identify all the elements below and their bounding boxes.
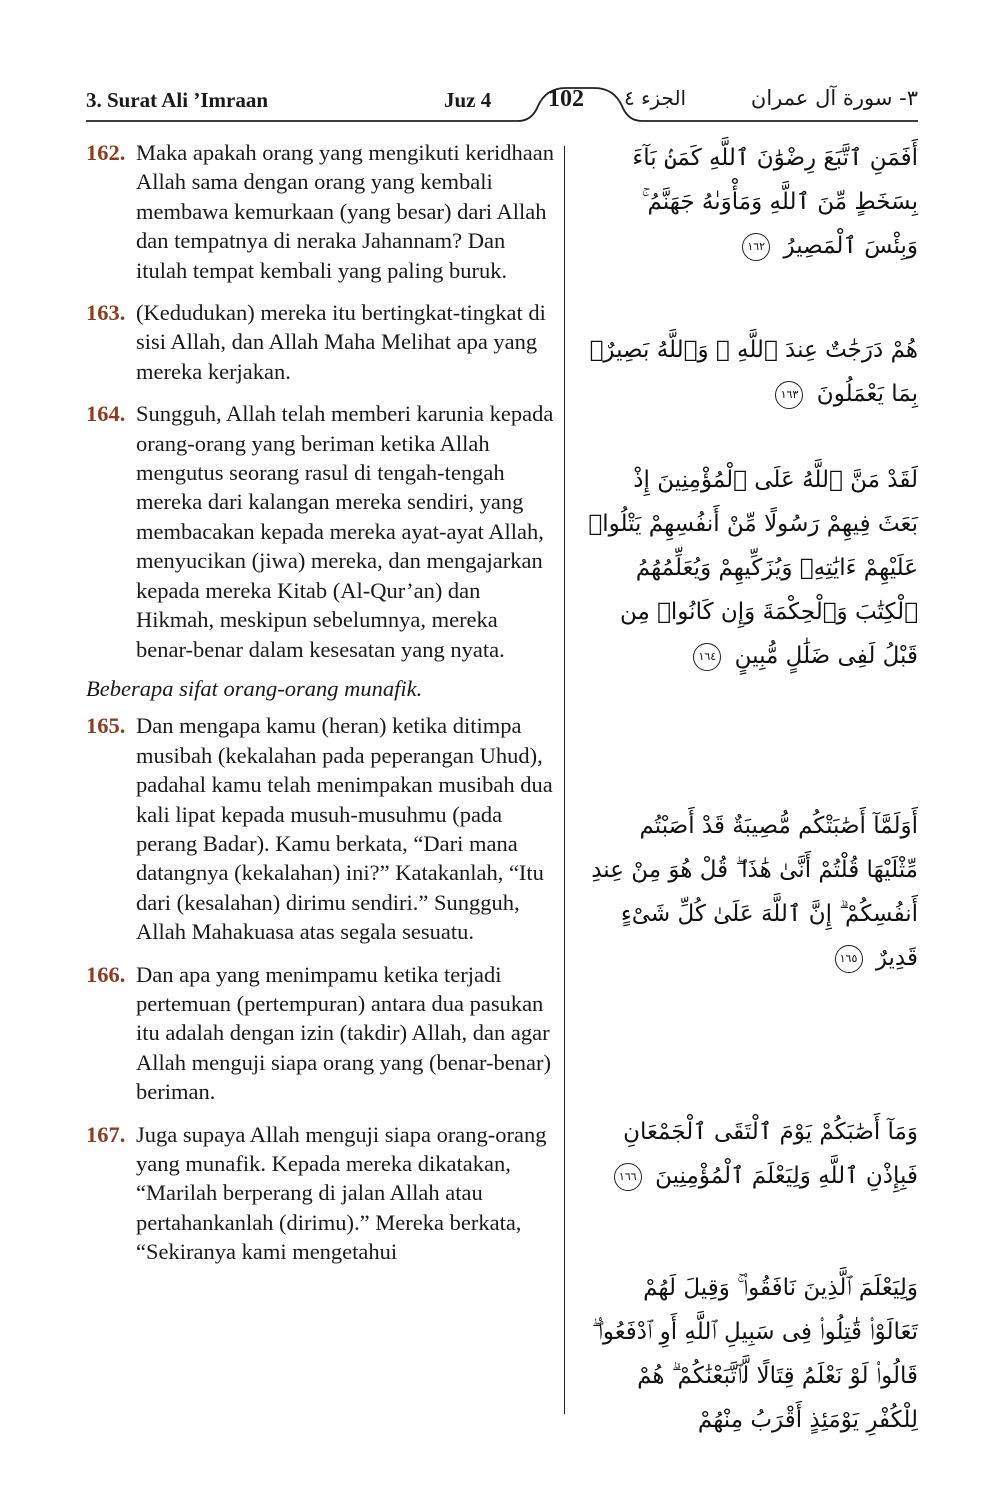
verse-167 xyxy=(86,1120,556,1267)
verse-end-marker-icon: ١٦٢ xyxy=(742,233,770,261)
surah-title-latin: 3. Surat Ali ’Imraan xyxy=(86,88,269,112)
page-header xyxy=(86,82,918,122)
juz-label-latin: Juz 4 xyxy=(444,88,492,112)
arabic-verse-166 xyxy=(588,1110,918,1198)
arabic-verse-164 xyxy=(588,458,918,678)
verse-number: 165. xyxy=(86,713,126,739)
verse-text: (Kedudukan) mereka itu bertingkat-tingkat di sisi Allah, dan Allah Maha Melihat apa yang mereka kerjakan. xyxy=(136,300,546,384)
verse-number: 166. xyxy=(86,961,126,987)
verse-text: Maka apakah orang yang mengikuti keridhaan Allah sama dengan orang yang kembali membawa kemurkaan (yang besar) dari Allah dan tempatnya di neraka Jahannam? Dan itulah tempat kembali yang paling buruk. xyxy=(136,140,554,283)
arabic-verse-165 xyxy=(588,804,918,980)
verse-165 xyxy=(86,711,556,946)
arabic-verse-162 xyxy=(588,136,918,268)
verse-end-marker-icon: ١٦٥ xyxy=(835,945,863,973)
arabic-text: وَمَآ أَصَٰبَكُمْ يَوْمَ ٱلْتَقَى ٱلْجَمْعَانِ فَبِإِذْنِ ٱللَّهِ وَلِيَعْلَمَ ٱلْمُؤْمِنِينَ xyxy=(623,1119,918,1189)
arabic-text: وَلِيَعْلَمَ ٱلَّذِينَ نَافَقُوا۟ ۚ وَقِيلَ لَهُمْ تَعَالَوْا۟ قَٰتِلُوا۟ فِى سَبِيلِ ٱللَّهِ أَوِ ٱدْفَعُوا۟ ۖ قَالُوا۟ لَوْ نَعْلَمُ قِتَالًا لَّٱتَّبَعْنَٰكُمْ ۗ هُمْ لِلْكُفْرِ يَوْمَئِذٍ أَقْرَبُ مِنْهُمْ xyxy=(591,1275,918,1433)
arabic-verse-167 xyxy=(588,1266,918,1442)
verse-number: 164. xyxy=(86,401,126,427)
verse-end-marker-icon: ١٦٦ xyxy=(614,1163,642,1191)
verse-text: Dan apa yang menimpamu ketika terjadi pertemuan (pertempuran) antara dua pasukan itu adalah dengan izin (takdir) Allah, dan agar Allah menguji siapa orang yang (benar-benar) beriman. xyxy=(136,961,552,1105)
arabic-text: هُمْ دَرَجَٰتٌ عِندَ ٱللَّهِ ۗ وَٱللَّهُ بَصِيرٌۢ بِمَا يَعْمَلُونَ xyxy=(589,337,918,407)
verse-text: Dan mengapa kamu (heran) ketika ditimpa musibah (kekalahan pada peperangan Uhud), padahal kamu telah menimpakan musibah dua kali lipat kepada musuh-musuhmu (pada perang Badar). Kamu berkata, “Dari mana datangnya (kekalahan) ini?” Katakanlah, “Itu dari (kesalahan) dirimu sendiri.” Sungguh, Allah Mahakuasa atas segala sesuatu. xyxy=(136,713,553,945)
verse-number: 162. xyxy=(86,140,126,165)
verse-end-marker-icon: ١٦٤ xyxy=(693,643,721,671)
verse-text: Juga supaya Allah menguji siapa orang-orang yang munafik. Kepada mereka dikatakan, “Marilah berperang di jalan Allah atau pertahankanlah (dirimu).” Mereka berkata, “Sekiranya kami mengetahui xyxy=(136,1121,547,1265)
column-divider xyxy=(564,146,565,1414)
arabic-text: أَوَلَمَّآ أَصَٰبَتْكُم مُّصِيبَةٌ قَدْ أَصَبْتُم مِّثْلَيْهَا قُلْتُمْ أَنَّىٰ هَٰذَا ۖ قُلْ هُوَ مِنْ عِندِ أَنفُسِكُمْ ۗ إِنَّ ٱللَّهَ عَلَىٰ كُلِّ شَىْءٍ قَدِيرٌ xyxy=(591,813,918,971)
arabic-text: لَقَدْ مَنَّ ٱللَّهُ عَلَى ٱلْمُؤْمِنِينَ إِذْ بَعَثَ فِيهِمْ رَسُولًا مِّنْ أَنفُسِهِمْ يَتْلُوا۟ عَلَيْهِمْ ءَايَٰتِهِۦ وَيُزَكِّيهِمْ وَيُعَلِّمُهُمُ ٱلْكِتَٰبَ وَٱلْحِكْمَةَ وَإِن كَانُوا۟ مِن قَبْلُ لَفِى ضَلَٰلٍ مُّبِينٍ xyxy=(588,467,918,669)
page-number: 102 xyxy=(548,86,584,112)
verse-163 xyxy=(86,298,556,386)
verse-text: Sungguh, Allah telah memberi karunia kepada orang-orang yang beriman ketika Allah mengutus seorang rasul di tengah-tengah mereka dari kalangan mereka sendiri, yang membacakan kepada mereka ayat-ayat Allah, menyucikan (jiwa) mereka, dan mengajarkan kepada mereka Kitab (Al-Qur’an) dan Hikmah, meskipun sebelumnya, mereka benar-benar dalam kesesatan yang nyata. xyxy=(136,401,554,662)
translation-column xyxy=(86,138,556,1267)
verse-number: 167. xyxy=(86,1121,126,1147)
verse-number: 163. xyxy=(86,300,126,326)
arabic-verse-163 xyxy=(588,328,918,416)
verse-164 xyxy=(86,399,556,664)
section-heading: Beberapa sifat orang-orang munafik. xyxy=(86,675,423,701)
verse-end-marker-icon: ١٦٣ xyxy=(775,381,803,409)
surah-title-arabic: ٣- سورة آل عمران xyxy=(750,86,918,110)
verse-162 xyxy=(86,138,556,285)
verse-166 xyxy=(86,960,556,1107)
juz-label-arabic: الجزء ٤ xyxy=(624,86,687,110)
arabic-text: أَفَمَنِ ٱتَّبَعَ رِضْوَٰنَ ٱللَّهِ كَمَنۢ بَآءَ بِسَخَطٍ مِّنَ ٱللَّهِ وَمَأْوَىٰهُ جَهَنَّمُ ۚ وَبِئْسَ ٱلْمَصِيرُ xyxy=(632,145,918,259)
